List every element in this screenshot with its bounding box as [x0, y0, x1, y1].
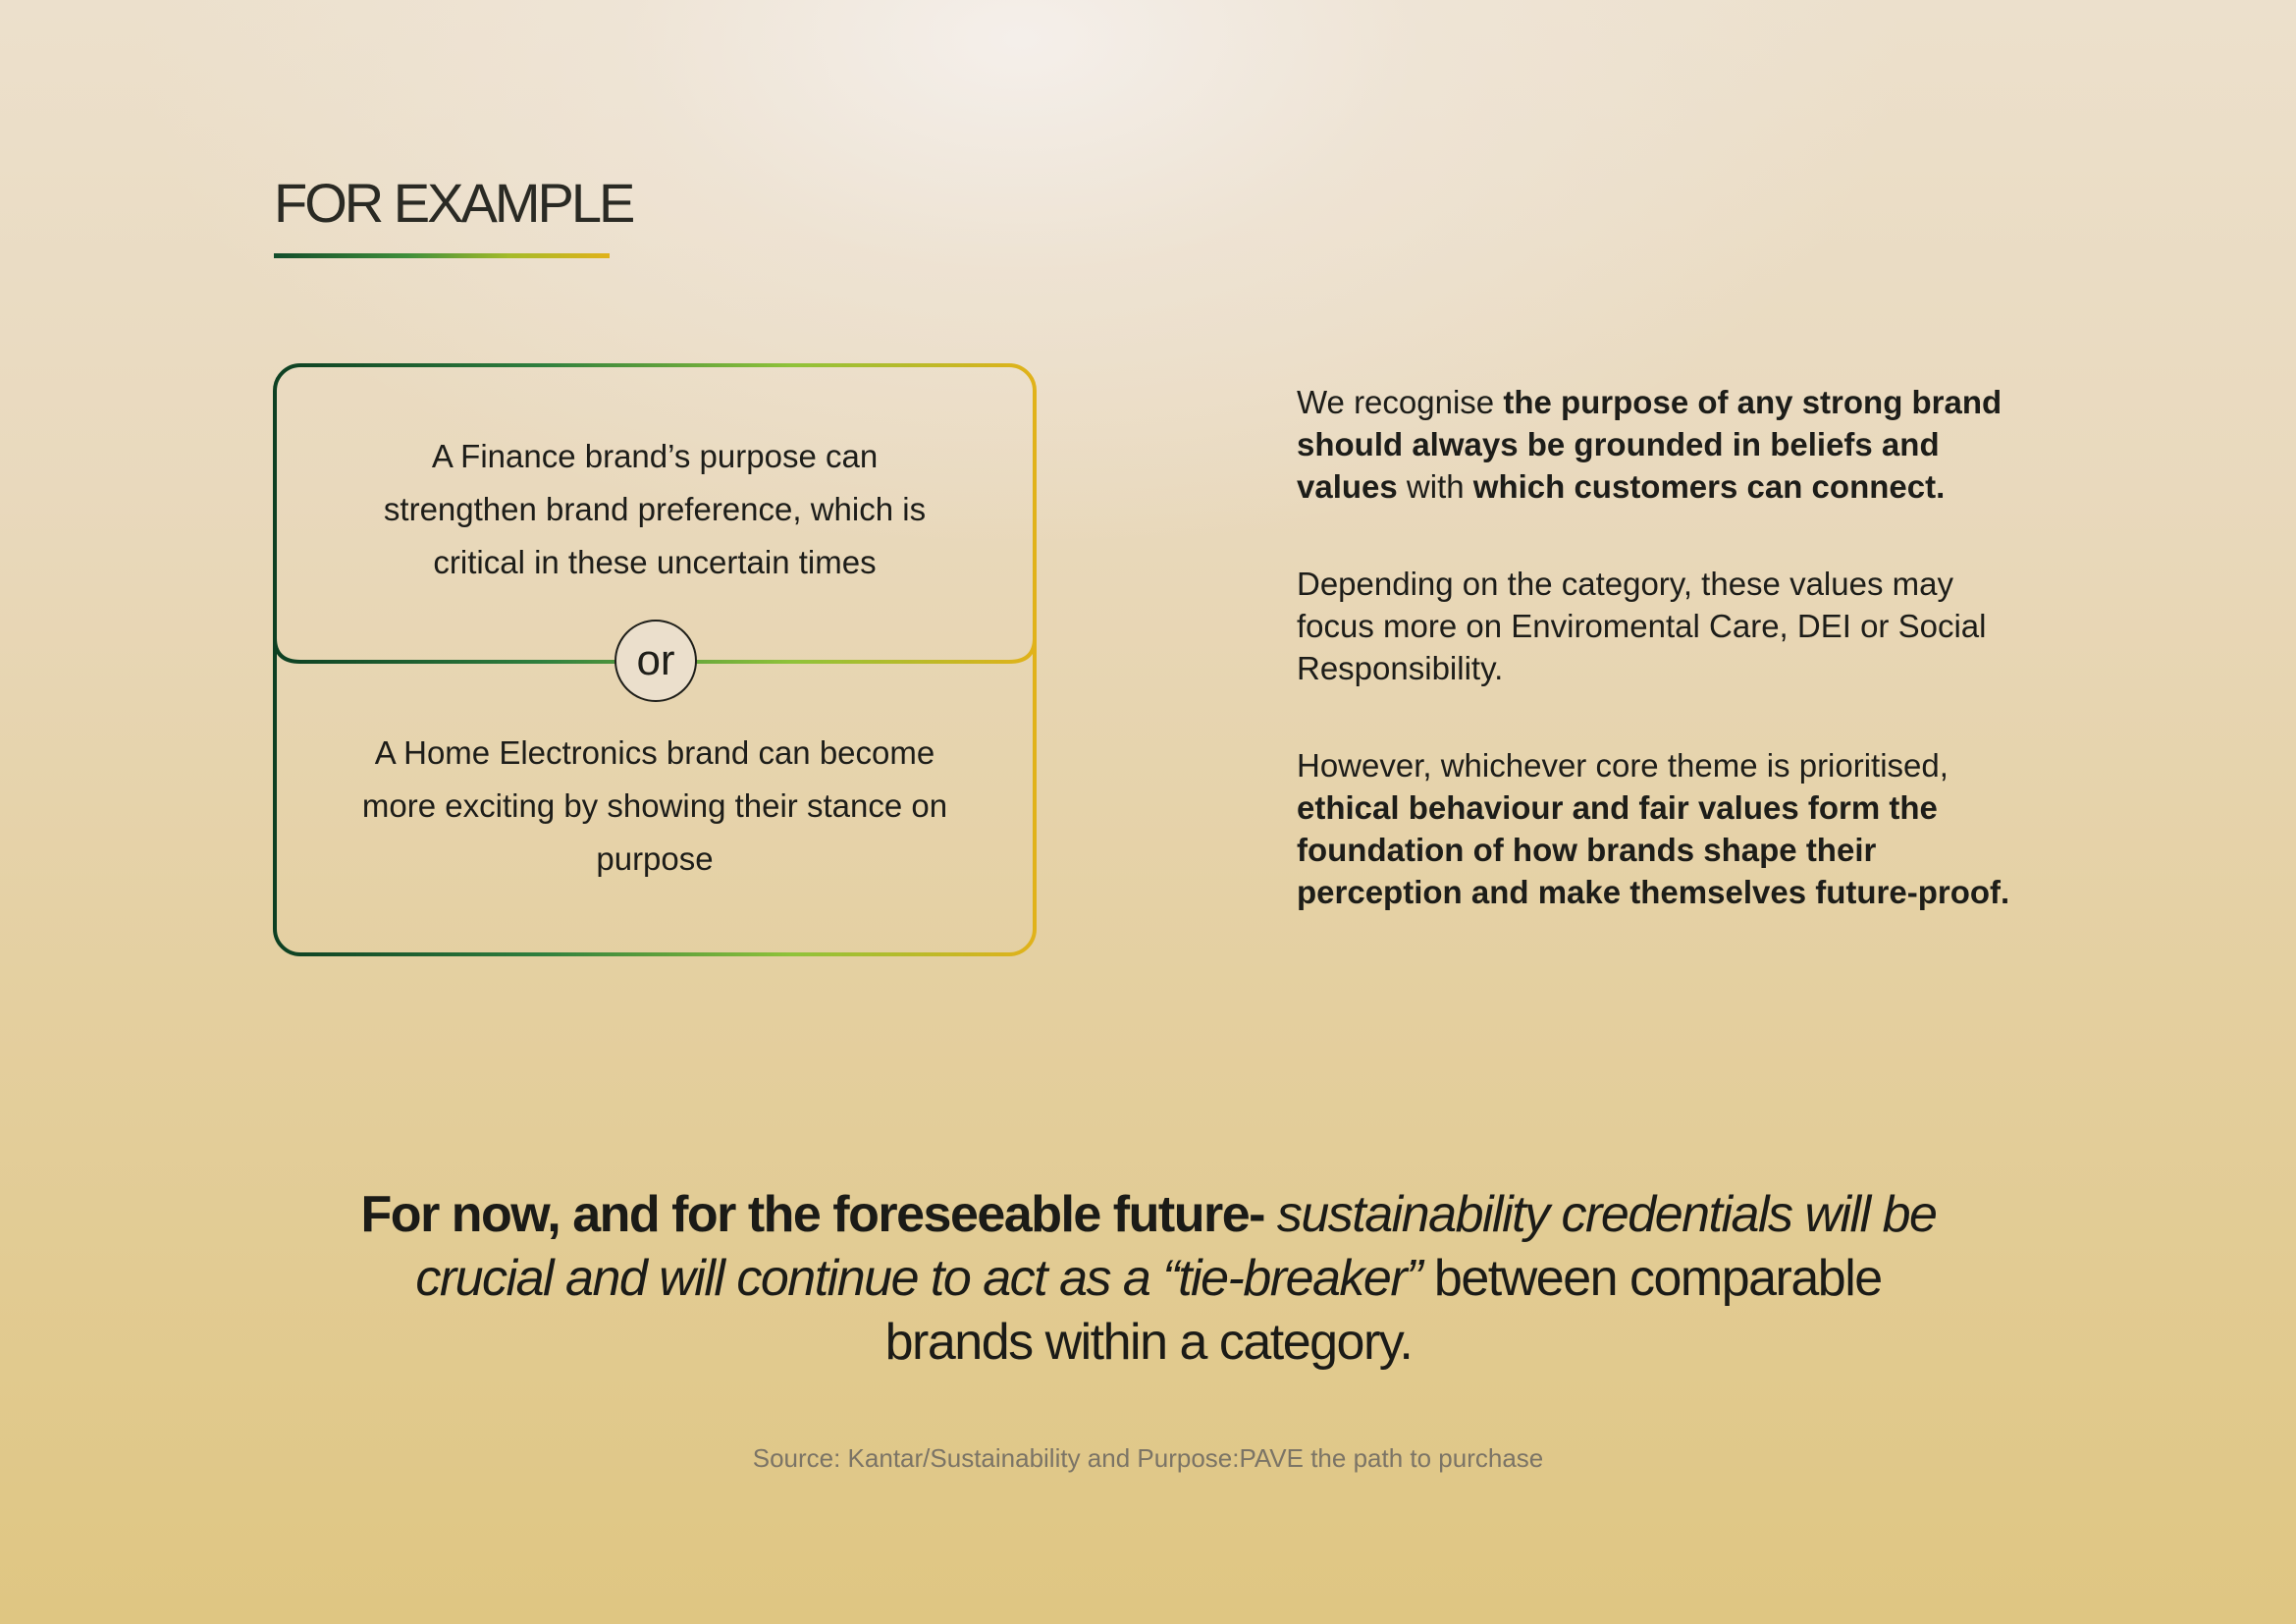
paragraph-core-theme [1297, 744, 2013, 913]
or-divider-badge: or [614, 620, 697, 702]
pull-quote [353, 1183, 1944, 1375]
section-heading: FOR EXAMPLE [274, 172, 633, 234]
electronics-example-text: A Home Electronics brand can become more exciting by showing their stance on purpose [361, 734, 948, 877]
finance-example-text: A Finance brand’s purpose can strengthen brand preference, which is critical in these uncertain times [383, 438, 927, 580]
paragraph-purpose [1297, 381, 2013, 508]
heading-underline [274, 253, 610, 258]
p1-bold-d: which customers can connect. [1472, 468, 1946, 505]
p1-text-c: with [1397, 468, 1473, 505]
quote-italic: sustainability credentials will be crucial and will continue to act as a “tie-breaker” [415, 1186, 1937, 1307]
p3-text-a: However, whichever core theme is prioritised, [1297, 747, 1949, 784]
p1-text-a: We recognise [1297, 384, 1504, 420]
example-comparison-box [273, 363, 1037, 956]
quote-regular: between comparable brands within a category. [884, 1250, 1882, 1371]
source-citation: Source: Kantar/Sustainability and Purpose:PAVE the path to purchase [752, 1443, 1544, 1473]
p1-bold-b: the purpose of any strong brand should always be grounded in beliefs and values [1297, 384, 2002, 505]
body-text-column [1297, 381, 2013, 968]
quote-bold: For now, and for the foreseeable future- [360, 1186, 1264, 1243]
paragraph-category: Depending on the category, these values may focus more on Enviromental Care, DEI or Social Responsibility. [1297, 566, 1987, 686]
p3-bold-b: ethical behaviour and fair values form the foundation of how brands shape their perception and make themselves future-proof. [1297, 789, 2010, 910]
